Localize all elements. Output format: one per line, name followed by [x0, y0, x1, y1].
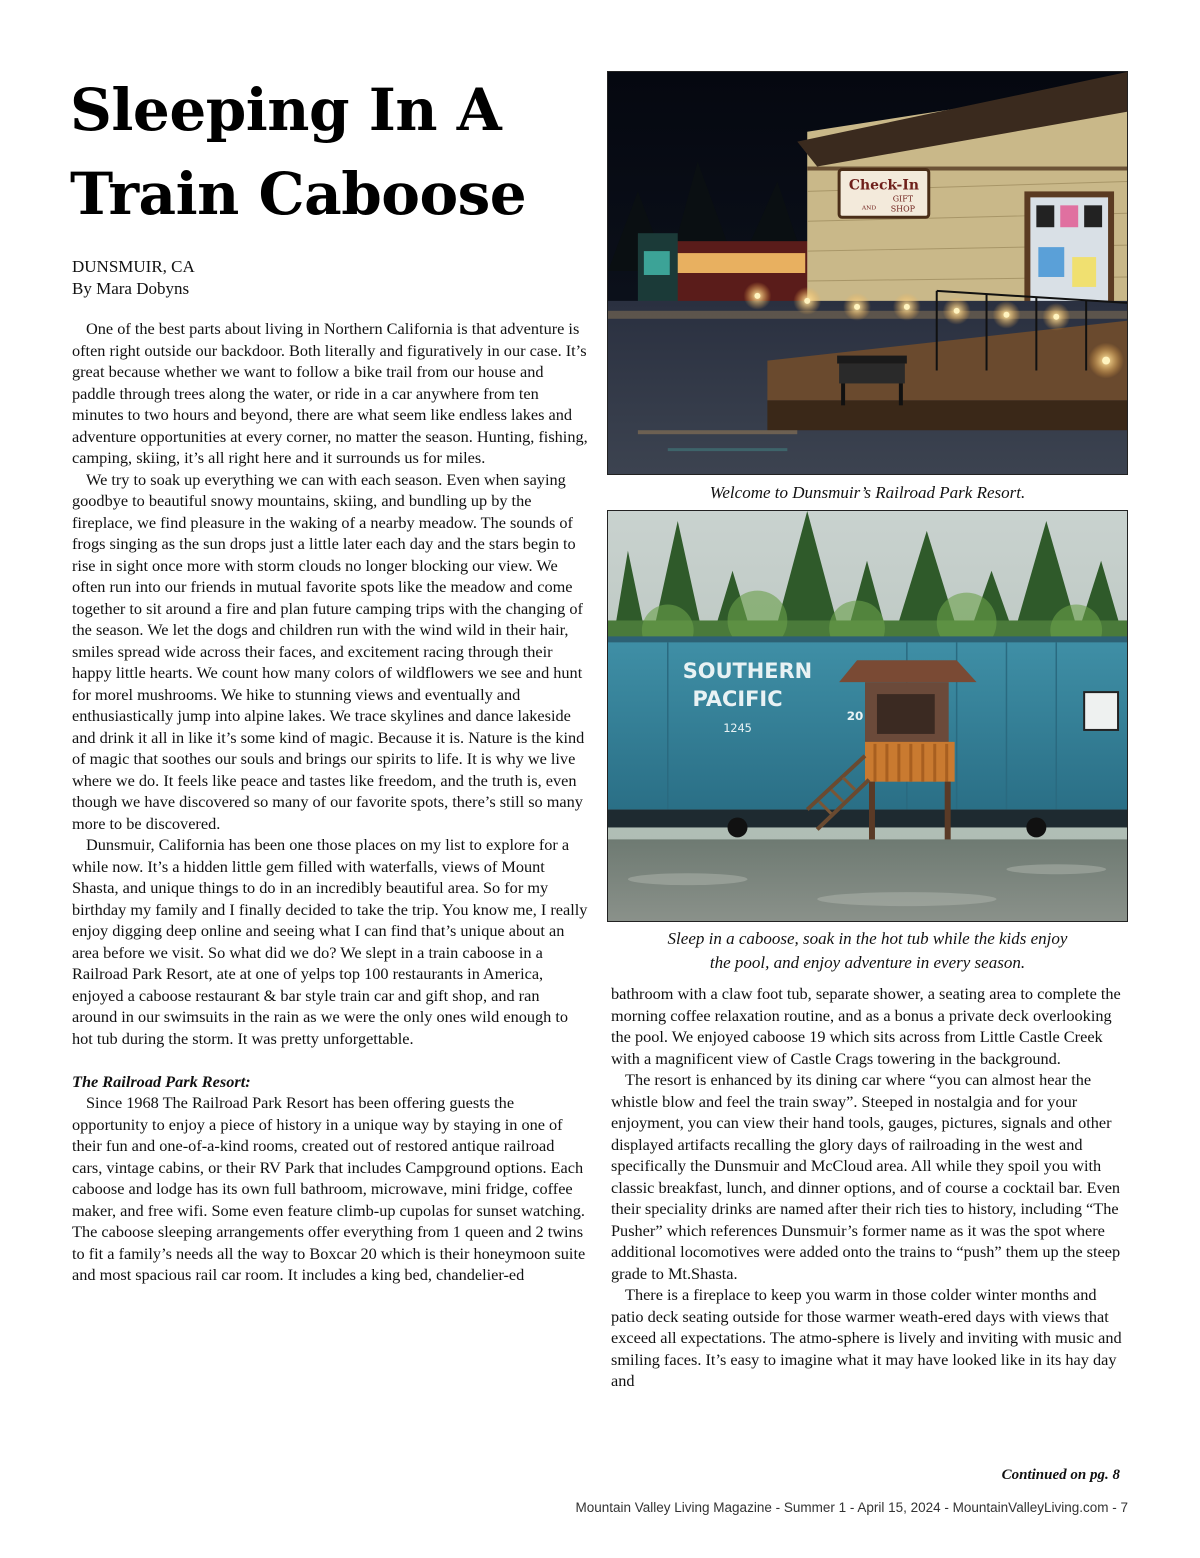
title-line-2: Train Caboose: [70, 160, 527, 228]
caption-2-line-1: Sleep in a caboose, soak in the hot tub while the kids enjoy: [667, 929, 1068, 948]
page-footer: Mountain Valley Living Magazine - Summer 1 - April 15, 2024 - MountainValleyLiving.com - 7: [575, 1500, 1128, 1515]
byline: [72, 256, 195, 300]
photo-check-in-building: [607, 71, 1128, 475]
article-paragraph: One of the best parts about living in Northern California is that adventure is often right outside our backdoor. Both literally and figuratively in our case. It’s great because whether we want to follow a bike trail from our house and paddle through trees along the water, or ride in a car anywhere from ten minutes to two hours and beyond, there are what seem like endless lakes and adventure opportunities at every corner, no matter the season. Hunting, fishing, camping, skiing, it’s all right here and it surrounds us for miles.: [72, 319, 588, 467]
location-dateline: DUNSMUIR, CA: [72, 257, 195, 276]
article-column-left: [72, 318, 588, 1286]
sign-check-in: Check-In: [848, 177, 919, 194]
author-credit: By Mara Dobyns: [72, 279, 190, 298]
article-paragraph: The resort is enhanced by its dining car where “you can almost hear the whistle blow and feel the train sway”. Steeped in nostalgia and for your enjoyment, you can view their hand tools, gauges, pictures, signals and other displayed artifacts recalling the glory days of railroading in the west and specifically the Dunsmuir and McCloud area. All while they spoil you with classic breakfast, lunch, and dinner options, and of course a cocktail bar. Even their speciality drinks are named after their rich ties to history, including “The Pusher” which references Dunsmuir’s former name as it was the spot where additional locomotives were added onto the trains to “push” them up the steep grade to Mt.Shasta.: [611, 1070, 1121, 1283]
article-column-right: [611, 983, 1131, 1392]
article-paragraph: bathroom with a claw foot tub, separate shower, a seating area to complete the morning coffee relaxation routine, and as a bonus a private deck overlooking the pool. We enjoyed caboose 19 which sits across from Little Castle Creek with a magnificent view of Castle Crags towering in the background.: [611, 984, 1121, 1068]
caption-2-line-2: the pool, and enjoy adventure in every season.: [709, 953, 1026, 972]
article-paragraph: Since 1968 The Railroad Park Resort has been offering guests the opportunity to enjoy a piece of history in a unique way by staying in one of their fun and one-of-a-kind rooms, created out of restored antique railroad cars, vintage cabins, or their RV Park that includes Campground options. Each caboose and lodge has its own full bathroom, microwave, mini fridge, coffee maker, and free wifi. Some even feature climb-up cupolas for sunset watching. The caboose sleeping arrangements offer everything from 1 queen and 2 twins to fit a family’s needs all the way to Boxcar 20 which is their honeymoon suite and most spacious rail car room. It includes a king bed, chandelier-ed: [72, 1093, 586, 1284]
boxcar-mark: 20: [846, 708, 864, 723]
boxcar-pacific: PACIFIC: [692, 687, 783, 712]
sign-gift: GIFT: [892, 194, 914, 204]
article-paragraph: Dunsmuir, California has been one those places on my list to explore for a while now. It’s a hidden little gem filled with waterfalls, views of Mount Shasta, and unique things to do in an incredibly beautiful area. So for my birthday my family and I finally decided to take the trip. You know me, I really enjoy digging deep online and seeing what I can find that’s unique about an area before we visit. So what did we do? We slept in a train caboose in a Railroad Park Resort, ate at one of yelps top 100 restaurants in America, enjoyed a caboose restaurant & bar style train car and gift shop, and ran around in our swimsuits in the rain as we were the only ones wild enough to hot tub during the storm. It was pretty unforgettable.: [72, 835, 588, 1048]
photo-caption-1: Welcome to Dunsmuir’s Railroad Park Resort.: [709, 483, 1026, 502]
continued-note: Continued on pg. 8: [1001, 1467, 1120, 1483]
boxcar-number: 1245: [723, 720, 752, 735]
article-title: [70, 68, 590, 236]
photo-caption-2: [607, 927, 1128, 975]
boxcar-southern: SOUTHERN: [682, 659, 813, 684]
section-subheading: The Railroad Park Resort:: [72, 1071, 251, 1091]
photo-southern-pacific-boxcar: [607, 510, 1128, 922]
sign-and: AND: [861, 204, 877, 212]
sign-shop: SHOP: [890, 204, 916, 214]
article-paragraph: We try to soak up everything we can with each season. Even when saying goodbye to beautiful snowy mountains, skiing, and bundling up by the fireplace, we find pleasure in the waking of a nearby meadow. The sounds of frogs singing as the sun drops just a little later each day and the stars begin to rise in sight once more with storm clouds no longer blocking our view. We often run into our friends in mutual favorite spots like the meadow and come together to sit around a fire and plan future camping trips with the changing of the season. We let the dogs and children run with the wind wild in their hair, smiles spread wide across their faces, and excitement racing through their happy little hearts. We count how many colors of wildflowers we see and hunt for morel mushrooms. We hike to stunning views and eventually and enthusiastically jump into alpine lakes. We trace skylines and dance lakeside and drink it all in like it’s some kind of magic. Because it is. Nature is the kind of magic that soothes our souls and brings our spirits to life. It is why we live where we do. It feels like peace and tastes like freedom, and the truth is, even though we have discovered so many of our favorite spots, there’s still so many more to be discovered.: [72, 469, 585, 833]
article-paragraph: There is a fireplace to keep you warm in those colder winter months and patio deck seating outside for those warmer weath-ered days with views that exceed all expectations. The atmo-sphere is lively and inviting with music and smiling faces. It’s easy to imagine what it may have looked like in its hay day and: [611, 1285, 1122, 1390]
title-line-1: Sleeping In A: [70, 76, 502, 144]
